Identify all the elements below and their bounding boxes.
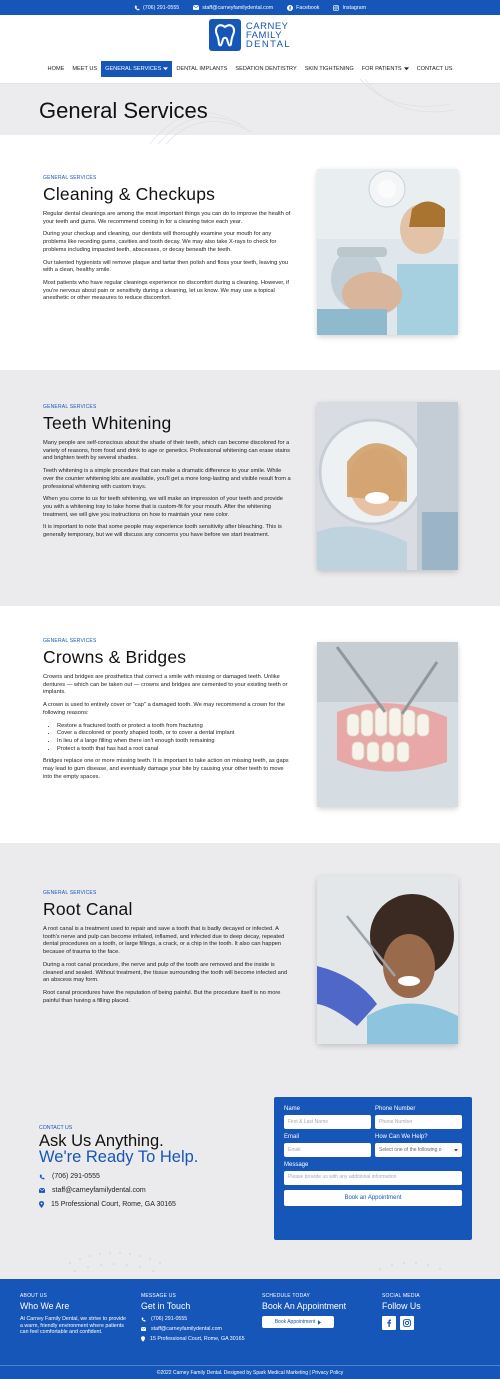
crowns-text xyxy=(43,638,293,786)
footer-social xyxy=(382,1293,482,1330)
footer-about xyxy=(20,1293,130,1336)
nav-for-patients-label: FOR PATIENTS xyxy=(361,66,402,72)
logo-text xyxy=(246,22,291,49)
page-hero xyxy=(0,84,500,135)
email-field[interactable] xyxy=(284,1143,371,1157)
section-paragraph: It is important to note that some people may experience tooth sensitivity after bleaching. This is generally temporary, but we will discuss any concerns you have before we start treatment. xyxy=(43,524,282,539)
contact-address: 15 Professional Court, Rome, GA 30165 xyxy=(51,1201,176,1208)
section-paragraph: Bridges replace one or more missing teeth. It is important to take action on missing teeth, as gaps may lead to gum disease, and eventually damage your bite by causing your other teeth to move into the empty spaces. xyxy=(43,758,289,780)
cleaning-text xyxy=(43,175,293,308)
nav-skin-tightening-label: SKIN TIGHTENING xyxy=(304,66,354,72)
list-item: • In lieu of a large filling when there isn't enough tooth remaining xyxy=(57,738,293,746)
section-eyebrow: GENERAL SERVICES xyxy=(43,638,97,644)
topbar-facebook: Facebook xyxy=(296,4,320,11)
appointment-form xyxy=(274,1097,472,1240)
root-canal-photo xyxy=(317,876,458,1044)
list-item: • Cover a discolored or poorly shaped tooth, or to cover a dental implant xyxy=(57,730,293,738)
section-eyebrow: GENERAL SERVICES xyxy=(43,404,97,410)
footer-about-eyebrow: ABOUT US xyxy=(20,1293,48,1299)
help-select[interactable] xyxy=(375,1143,462,1157)
chevron-down-icon xyxy=(454,1149,458,1152)
topbar-facebook-link[interactable] xyxy=(287,5,319,11)
message-label: Message xyxy=(284,1162,309,1168)
phone-icon xyxy=(141,1317,146,1322)
contact-address-row xyxy=(39,1201,198,1208)
nav-for-patients[interactable] xyxy=(358,55,413,84)
contact-title: Ask Us Anything. xyxy=(39,1132,164,1150)
section-paragraph: A root canal is a treatment used to repair and save a tooth that is badly decayed or infected. A tooth's nerve and pulp can become irritated, inflamed, and infected due to deep decay, repeated dental procedures on a tooth, or large fillings, a crack, or a chip in the tooth. It also can happen because of trauma to the face. xyxy=(43,926,285,956)
service-section-whitening xyxy=(0,370,500,606)
map-pin-icon xyxy=(141,1336,145,1342)
site-header xyxy=(0,15,500,55)
footer-message-eyebrow: MESSAGE US xyxy=(141,1293,177,1299)
footer-social-title: Follow Us xyxy=(382,1301,421,1311)
chevron-right-icon xyxy=(318,1320,321,1325)
phone-label: Phone Number xyxy=(375,1106,416,1112)
section-paragraph: Most patients who have regular cleanings experience no discomfort during a cleaning. However, if you're nervous about pain or sensitivity during a cleaning, let us know. We may use a topical anesthetic or other measures to reduce discomfort. xyxy=(43,279,289,302)
nav-general-services-label: GENERAL SERVICES xyxy=(105,66,162,72)
service-section-root-canal xyxy=(0,843,500,1093)
envelope-icon xyxy=(39,1188,45,1193)
name-label: Name xyxy=(284,1106,301,1112)
section-title: Teeth Whitening xyxy=(43,413,172,433)
name-field[interactable] xyxy=(284,1115,371,1129)
cleaning-photo xyxy=(317,169,458,335)
section-paragraph: Many people are self-conscious about the shade of their teeth, which can become discolored for a variety of reasons, from food and drink to age or genetics. Professional whitening can erase stains and brighten teeth by several shades. xyxy=(43,440,290,462)
service-section-cleaning xyxy=(0,135,500,370)
tooth-logo-icon xyxy=(209,19,241,51)
section-paragraph: During a root canal procedure, the nerve and pulp of the tooth are removed and the inside is cleaned and sealed. Without treatment, the tissue surrounding the tooth will become infected and an abscess may form. xyxy=(43,961,288,984)
main-nav xyxy=(0,55,500,84)
contact-info xyxy=(39,1125,198,1215)
page-title: General Services xyxy=(39,98,208,123)
topbar-instagram-link[interactable] xyxy=(333,5,366,11)
copyright-bar xyxy=(0,1365,500,1379)
nav-skin-tightening[interactable] xyxy=(301,55,358,84)
message-placeholder: Please provide us with any additional information xyxy=(288,1174,397,1180)
nav-sedation-dentistry-label: SEDATION DENTISTRY xyxy=(235,66,297,72)
contact-eyebrow: CONTACT US xyxy=(39,1125,73,1131)
help-label: How Can We Help? xyxy=(375,1134,428,1140)
topbar-email-link[interactable] xyxy=(193,5,273,11)
section-eyebrow: GENERAL SERVICES xyxy=(43,890,97,896)
nav-dental-implants-label: DENTAL IMPLANTS xyxy=(176,66,228,72)
site-logo[interactable] xyxy=(209,19,291,51)
help-select-value: Select one of the following o xyxy=(379,1147,442,1153)
contact-phone: (706) 291-0555 xyxy=(52,1173,100,1180)
nav-contact-us-label: CONTACT US xyxy=(416,66,453,72)
service-section-crowns xyxy=(0,606,500,843)
root-canal-text xyxy=(43,890,293,1010)
facebook-icon xyxy=(287,5,293,11)
book-appointment-label: Book Appointment xyxy=(274,1319,316,1325)
email-label: Email xyxy=(284,1134,300,1140)
section-paragraph: A crown is used to entirely cover or "cap" a damaged tooth. We may recommend a crown for the following reasons: xyxy=(43,702,285,716)
map-pin-icon xyxy=(39,1201,44,1208)
name-placeholder: First & Last Name xyxy=(288,1119,329,1125)
nav-meet-us-label: MEET US xyxy=(72,66,98,72)
crowns-photo xyxy=(317,642,458,807)
footer-schedule xyxy=(262,1293,372,1328)
footer-schedule-eyebrow: SCHEDULE TODAY xyxy=(262,1293,311,1299)
section-paragraph: When you come to us for teeth whitening, we will make an impression of your teeth and provide you with a whitening tray to take home that is custom-fit for your mouth. After the whitening treatment, we will give you instructions on how to maintain your new color. xyxy=(43,496,283,518)
footer-message xyxy=(141,1293,256,1346)
facebook-icon[interactable] xyxy=(382,1316,396,1330)
nav-sedation-dentistry[interactable] xyxy=(231,55,300,84)
phone-icon xyxy=(134,5,140,11)
list-item: • Restore a fractured tooth or protect a tooth from fracturing xyxy=(57,723,293,731)
contact-subtitle: We're Ready To Help. xyxy=(39,1148,199,1166)
whitening-text xyxy=(43,404,293,545)
footer-about-text: At Carney Family Dental, we strive to provide a warm, friendly environment where patients can feel comfortable and confident. xyxy=(20,1316,126,1335)
footer-address: 15 Professional Court, Rome, GA 30165 xyxy=(150,1336,245,1342)
copyright-text: ©2022 Carney Family Dental. Designed by Spark Medical Marketing | Privacy Policy xyxy=(156,1369,344,1376)
section-paragraph: Root canal procedures have the reputation of being painful. But the procedure itself is no more painful than having a filling placed. xyxy=(43,989,281,1004)
site-footer xyxy=(0,1279,500,1365)
nav-home[interactable] xyxy=(44,55,69,84)
contact-email: staff@carneyfamilydental.com xyxy=(52,1187,146,1194)
section-paragraph: Crowns and bridges are prosthetics that correct a smile with missing or damaged teeth. Unlike dentures — which can be taken out — crowns and bridges are cemented to your existing teeth or implants. xyxy=(43,674,288,696)
footer-email-link[interactable] xyxy=(141,1326,256,1332)
contact-email-link[interactable] xyxy=(39,1187,198,1194)
section-eyebrow: GENERAL SERVICES xyxy=(43,175,97,181)
section-title: Crowns & Bridges xyxy=(43,647,187,667)
nav-dental-implants[interactable] xyxy=(172,55,231,84)
book-appointment-submit-button[interactable]: Book an Appointment xyxy=(284,1190,462,1206)
list-item: • Protect a tooth that has had a root canal xyxy=(57,746,293,754)
footer-social-eyebrow: SOCIAL MEDIA xyxy=(382,1293,420,1299)
chevron-down-icon xyxy=(163,67,168,71)
nav-general-services[interactable] xyxy=(101,61,172,77)
footer-schedule-title: Book An Appointment xyxy=(262,1301,347,1311)
whitening-photo xyxy=(317,402,458,570)
nav-home-label: HOME xyxy=(47,66,65,72)
logo-line-3: DENTAL xyxy=(245,38,292,50)
instagram-icon[interactable] xyxy=(400,1316,414,1330)
instagram-icon xyxy=(333,5,339,11)
footer-phone-link[interactable] xyxy=(141,1316,256,1322)
book-appointment-button[interactable] xyxy=(262,1316,334,1328)
envelope-icon xyxy=(141,1327,146,1331)
footer-phone: (706) 291-0555 xyxy=(151,1316,188,1322)
section-paragraph: During your checkup and cleaning, our dentists will thoroughly examine your mouth for any problems like receding gums, cavities and tooth decay. We may also take X-rays to check for problems including impacted teeth, abscesses, or decay beneath the teeth. xyxy=(43,231,277,253)
nav-contact-us[interactable] xyxy=(413,55,457,84)
phone-icon xyxy=(39,1174,45,1180)
chevron-down-icon xyxy=(404,67,409,71)
nav-meet-us[interactable] xyxy=(68,55,101,84)
section-paragraph: Our talented hygienists will remove plaque and tartar then polish and floss your teeth, leaving you with a clean, healthy smile. xyxy=(43,259,289,274)
footer-about-title: Who We Are xyxy=(20,1301,70,1311)
topbar-email: staff@carneyfamilydental.com xyxy=(202,4,274,11)
logo-line-2: FAMILY xyxy=(245,29,282,41)
message-textarea[interactable] xyxy=(284,1171,462,1185)
phone-field[interactable] xyxy=(375,1115,462,1129)
email-placeholder: Email xyxy=(288,1147,301,1153)
footer-address-row xyxy=(141,1336,256,1342)
crown-reasons-list xyxy=(57,723,293,754)
topbar-phone: (706) 291-0555 xyxy=(143,4,180,11)
footer-message-title: Get in Touch xyxy=(141,1301,191,1311)
contact-phone-link[interactable] xyxy=(39,1173,198,1180)
logo-line-1: CARNEY xyxy=(245,20,289,32)
topbar-instagram: Instagram xyxy=(342,4,366,11)
social-links xyxy=(382,1316,482,1330)
topbar-phone-link[interactable] xyxy=(134,5,179,11)
envelope-icon xyxy=(193,5,199,10)
section-paragraph: Regular dental cleanings are among the most important things you can do to improve the health of your teeth and gums. We recommend coming in for a cleaning twice each year. xyxy=(43,211,291,225)
section-title: Root Canal xyxy=(43,899,133,919)
footer-email: staff@carneyfamilydental.com xyxy=(151,1326,222,1332)
phone-placeholder: Phone Number xyxy=(379,1119,413,1125)
section-paragraph: Teeth whitening is a simple procedure that can make a dramatic difference to your smile. While over the counter whitening kits are available, you'll get a more long-lasting and visible result from a professional whitening with custom trays. xyxy=(43,468,291,490)
section-title: Cleaning & Checkups xyxy=(43,184,216,204)
top-bar xyxy=(0,0,500,15)
